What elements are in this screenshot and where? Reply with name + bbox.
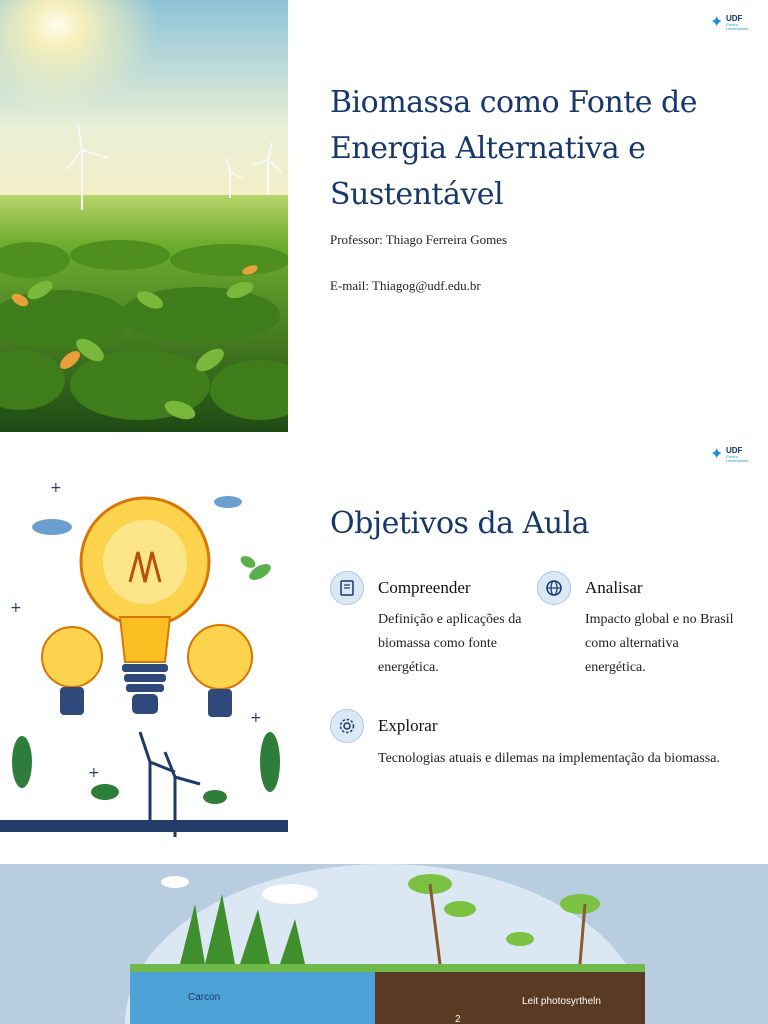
objective-heading: Explorar (378, 716, 438, 735)
slide-objectives (0, 432, 768, 864)
logo-subtitle: Centro Universitário (726, 454, 749, 463)
svg-text:+: + (10, 600, 22, 616)
udf-logo (710, 446, 750, 468)
objective-heading: Compreender (378, 578, 471, 597)
objective-description: Impacto global e no Brasil como alternativa energética. (585, 612, 734, 675)
objective-description: Definição e aplicações da biomassa como fonte energética. (378, 612, 522, 675)
objectives-title: Objetivos da Aula (330, 506, 590, 541)
svg-text:+: + (50, 480, 62, 496)
objective-description: Tecnologias atuais e dilemas na implementação da biomassa. (378, 751, 720, 766)
slide-photosynthesis (0, 864, 768, 1024)
udf-logo (710, 14, 750, 36)
objective-heading: Analisar (585, 578, 643, 597)
logo-subtitle: Centro Universitário (726, 22, 749, 31)
step-number: 2 (455, 1014, 461, 1024)
professor-name: Professor: Thiago Ferreira Gomes (330, 232, 508, 247)
star-icon: ✦ (710, 12, 724, 31)
gear-icon (330, 709, 364, 743)
logo-name: UDF (726, 446, 743, 455)
wind-field-image (0, 0, 288, 432)
book-icon (330, 571, 364, 605)
professor-email: E-mail: Thiagog@udf.edu.br (330, 278, 481, 293)
star-icon: ✦ (710, 444, 724, 463)
presentation-title: Biomassa como Fonte de Energia Alternativa e Sustentável (330, 85, 698, 212)
photosynthesis-label: Leit photosyrtheln (522, 996, 601, 1007)
svg-text:+: + (88, 765, 100, 781)
carbon-label: Carcon (188, 992, 221, 1003)
svg-text:+: + (250, 710, 262, 726)
carbon-cycle-illustration (0, 864, 768, 1024)
lightbulb-illustration (0, 432, 288, 864)
logo-name: UDF (726, 14, 743, 23)
globe-icon (537, 571, 571, 605)
slide-title (0, 0, 768, 432)
